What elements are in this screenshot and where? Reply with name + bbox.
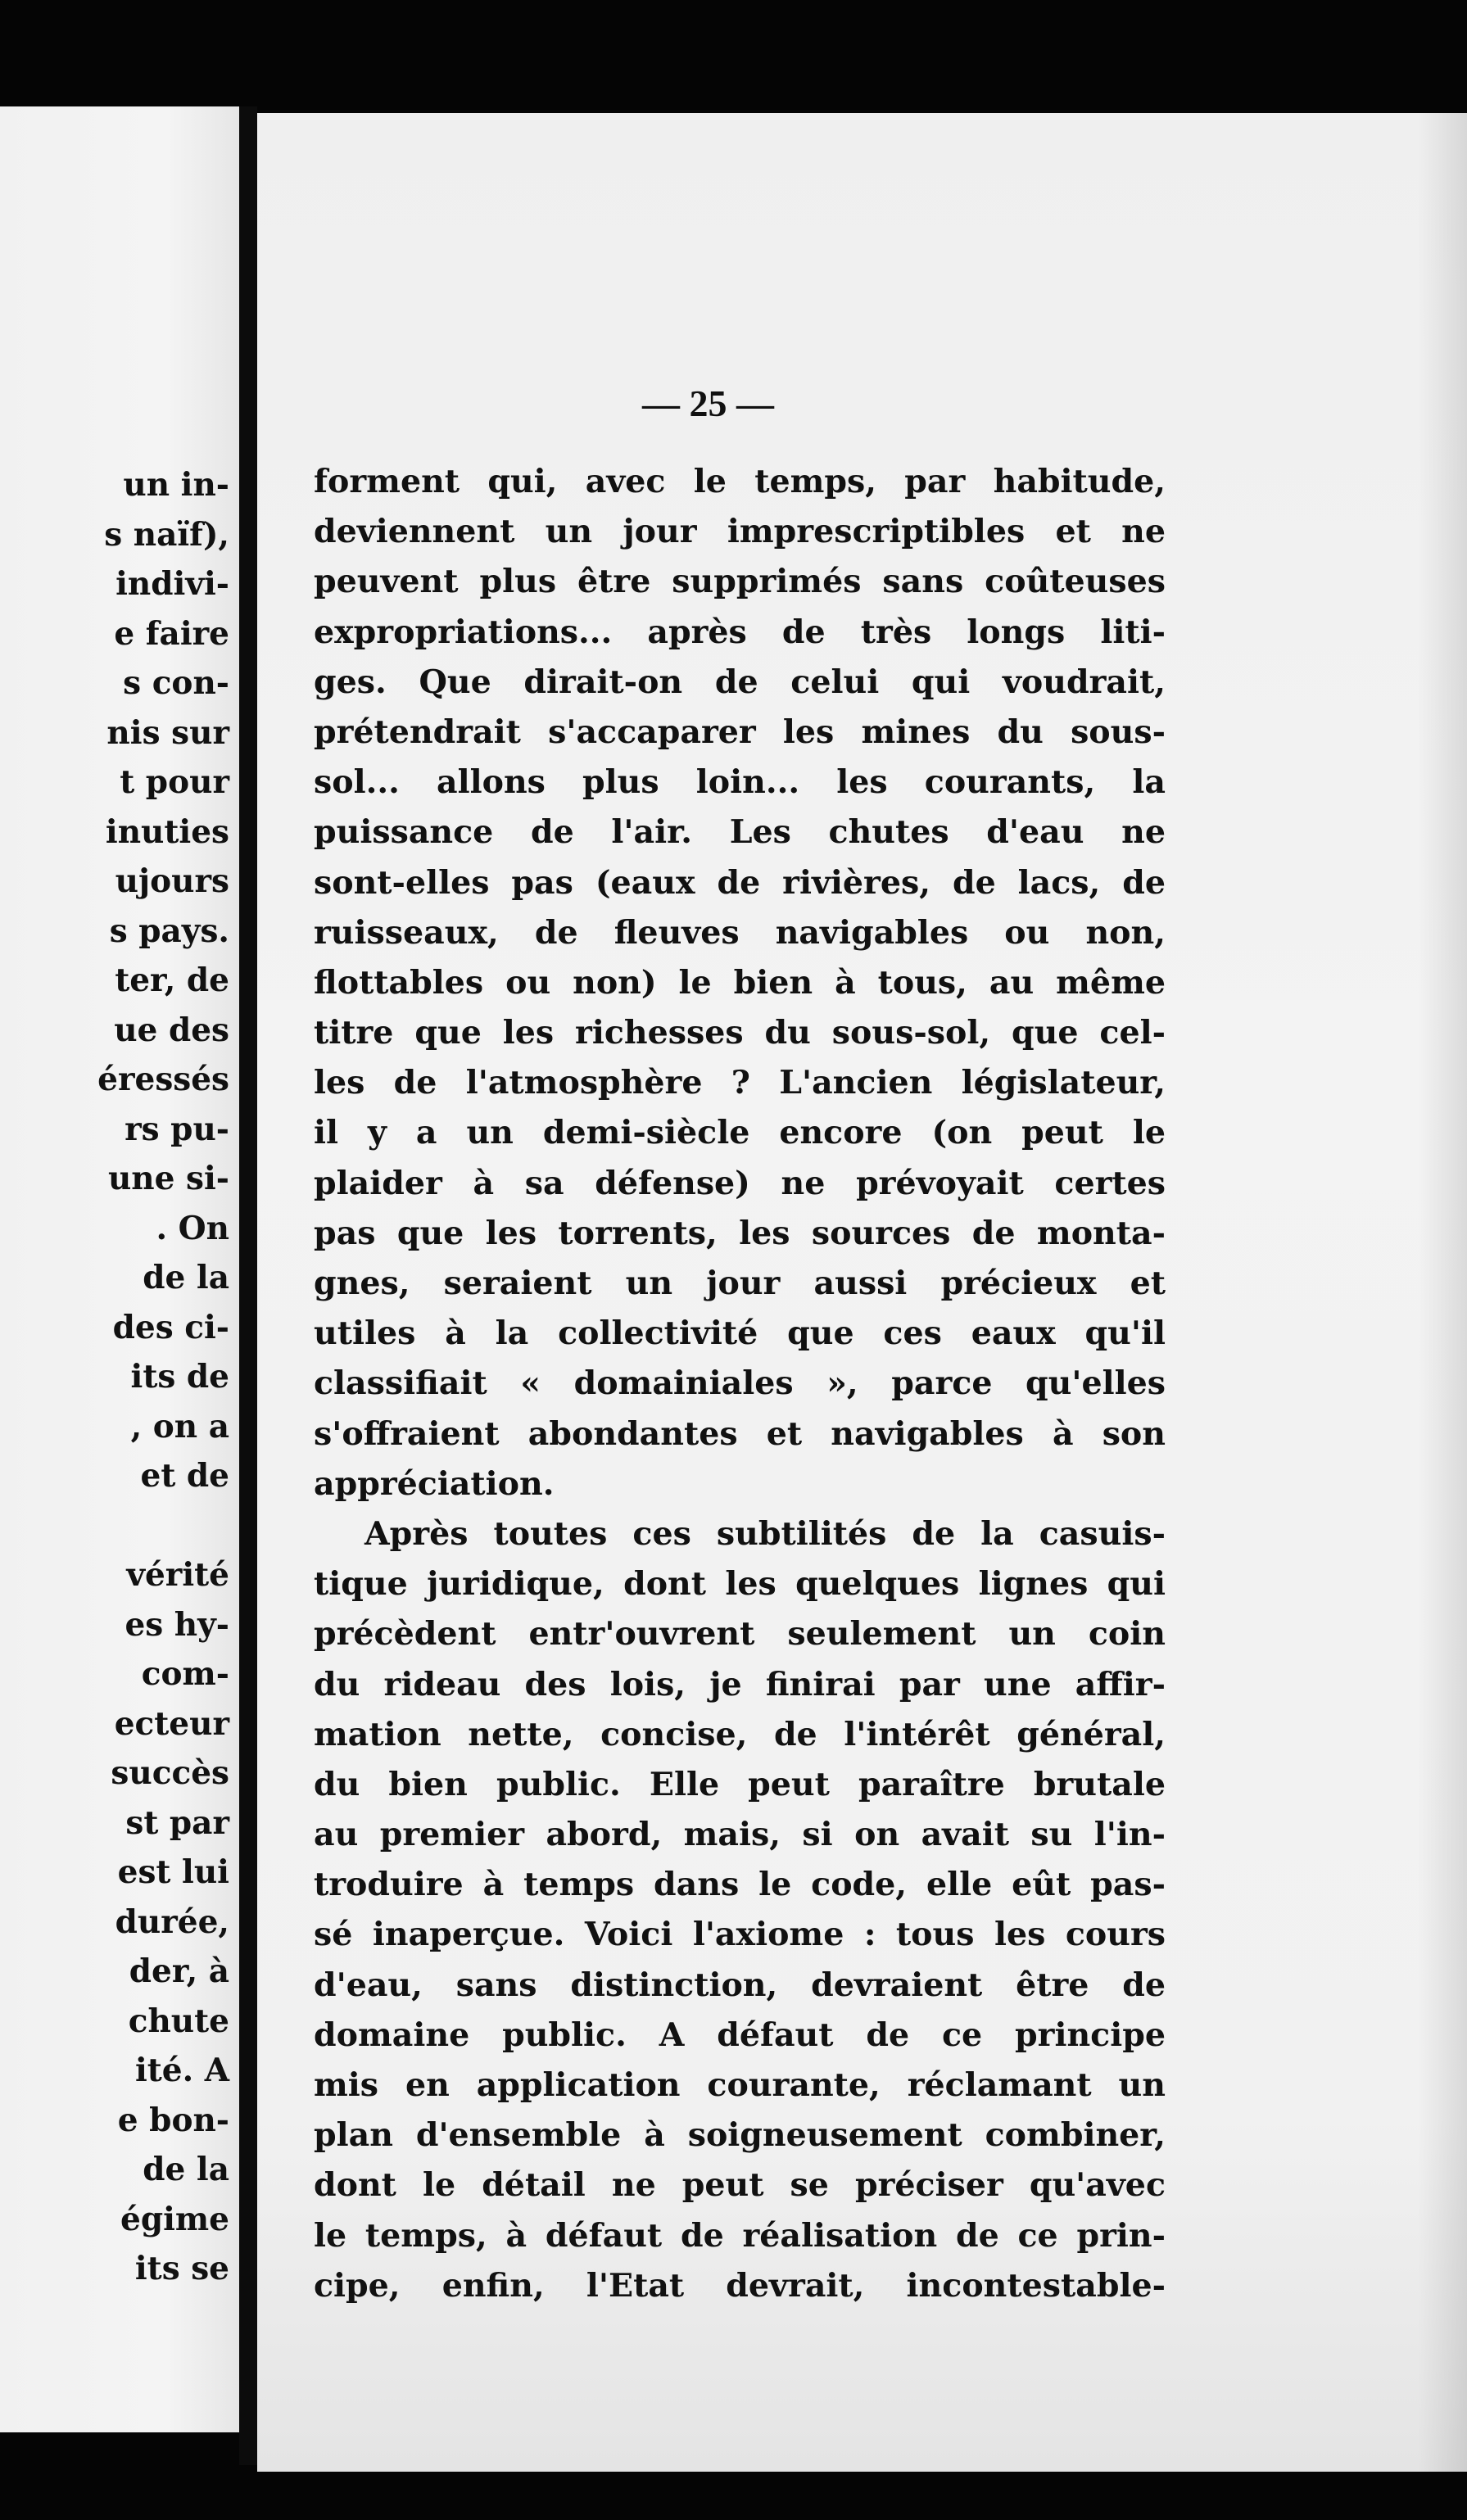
- text-line: mis en application courante, réclamant un: [314, 2066, 1166, 2104]
- left-line: ue des: [114, 1011, 229, 1049]
- text-line: tique juridique, dont les quelques lignes qui: [314, 1565, 1166, 1604]
- left-line: est lui: [117, 1853, 229, 1891]
- left-line: [0, 1501, 229, 1551]
- left-line: st par: [125, 1803, 229, 1842]
- left-line: com-: [141, 1655, 229, 1693]
- text-line: gnes, seraient un jour aussi précieux et: [314, 1265, 1166, 1302]
- left-line: et de: [140, 1457, 229, 1495]
- text-line: classifiait « domainiales », parce qu'elles: [314, 1364, 1166, 1403]
- text-line: prétendrait s'accaparer les mines du sous-: [314, 713, 1166, 751]
- text-line: les de l'atmosphère ? L'ancien législateur,: [314, 1064, 1166, 1102]
- left-line: nis sur: [106, 713, 229, 752]
- left-line: der, à: [129, 1952, 229, 1990]
- text-line: puissance de l'air. Les chutes d'eau ne: [314, 813, 1166, 852]
- left-line: des ci-: [112, 1308, 229, 1346]
- left-line: s pays.: [109, 912, 229, 950]
- text-line: cipe, enfin, l'Etat devrait, incontestable-: [314, 2266, 1166, 2305]
- text-line: troduire à temps dans le code, elle eût pas-: [314, 1866, 1166, 1904]
- text-line: sé inaperçue. Voici l'axiome : tous les cours: [314, 1916, 1166, 1954]
- left-page: [0, 106, 239, 2432]
- text-line: plaider à sa défense) ne prévoyait certes: [314, 1164, 1166, 1202]
- text-line: du rideau des lois, je finirai par une affir-: [314, 1665, 1166, 1703]
- left-line: éressés: [97, 1061, 229, 1098]
- left-line: e faire: [114, 614, 229, 653]
- text-line: au premier abord, mais, si on avait su l'in-: [314, 1816, 1166, 1854]
- text-line: utiles à la collectivité que ces eaux qu'il: [314, 1314, 1166, 1353]
- text-line: ges. Que dirait-on de celui qui voudrait,: [314, 663, 1166, 701]
- paragraph-end-line: appréciation.: [314, 1464, 555, 1503]
- text-line: d'eau, sans distinction, devraient être de: [314, 1966, 1166, 2004]
- text-line: du bien public. Elle peut paraître brutale: [314, 1765, 1166, 1803]
- text-line: sont-elles pas (eaux de rivières, de lacs, de: [314, 863, 1166, 902]
- text-line: mation nette, concise, de l'intérêt général,: [314, 1715, 1166, 1753]
- left-line: , on a: [130, 1407, 229, 1445]
- left-line: une si-: [107, 1160, 229, 1197]
- book-spine: [239, 106, 257, 2465]
- left-line: its se: [134, 2250, 229, 2287]
- left-line: de la: [143, 2151, 229, 2188]
- paragraph-first-line: Après toutes ces subtilités de la casuis-: [364, 1514, 1166, 1553]
- left-line: vérité: [126, 1556, 229, 1594]
- left-line: s naïf),: [104, 515, 229, 554]
- left-line: succès: [111, 1754, 229, 1792]
- text-line: deviennent un jour imprescriptibles et ne: [314, 513, 1166, 551]
- left-line: . On: [156, 1209, 229, 1247]
- text-line: pas que les torrents, les sources de monta-: [314, 1214, 1166, 1252]
- left-line: durée,: [115, 1902, 229, 1941]
- left-line: de la: [143, 1259, 229, 1296]
- left-line: ter, de: [115, 961, 229, 999]
- left-line: t pour: [120, 763, 229, 801]
- left-line: e bon-: [117, 2101, 229, 2139]
- text-line: expropriations... après de très longs liti-: [314, 613, 1166, 651]
- text-line: sol... allons plus loin... les courants, la: [314, 763, 1166, 802]
- text-line: titre que les richesses du sous-sol, que cel-: [314, 1014, 1166, 1052]
- left-line: es hy-: [125, 1605, 229, 1644]
- text-line: forment qui, avec le temps, par habitude,: [314, 463, 1166, 500]
- text-line: s'offraient abondantes et navigables à son: [314, 1414, 1166, 1453]
- text-line: peuvent plus être supprimés sans coûteuses: [314, 563, 1166, 601]
- left-line: chute: [128, 2002, 229, 2040]
- left-line: its de: [130, 1358, 229, 1396]
- text-line: plan d'ensemble à soigneusement combiner,: [314, 2116, 1166, 2155]
- text-line: domaine public. A défaut de ce principe: [314, 2016, 1166, 2054]
- left-line: inuties: [105, 812, 229, 851]
- left-line: égime: [120, 2200, 229, 2238]
- text-line: précèdent entr'ouvrent seulement un coin: [314, 1615, 1166, 1654]
- left-line: ité. A: [134, 2052, 229, 2089]
- text-line: dont le détail ne peut se préciser qu'avec: [314, 2166, 1166, 2205]
- text-line: flottables ou non) le bien à tous, au même: [314, 963, 1166, 1002]
- text-line: le temps, à défaut de réalisation de ce prin-: [314, 2216, 1166, 2255]
- left-line: ecteur: [114, 1704, 229, 1743]
- body-text: [314, 457, 1166, 2311]
- text-line: ruisseaux, de fleuves navigables ou non,: [314, 913, 1166, 952]
- left-line: ujours: [115, 862, 229, 900]
- left-line: un in-: [123, 466, 229, 504]
- text-line: il y a un demi-siècle encore (on peut le: [314, 1114, 1166, 1152]
- left-page-text: [0, 460, 229, 2294]
- page-edge-shadow: [1418, 113, 1467, 2472]
- page-number: — 25 —: [642, 382, 774, 424]
- left-line: rs pu-: [125, 1110, 229, 1148]
- right-page: [257, 113, 1467, 2472]
- left-line: s con-: [123, 664, 229, 702]
- left-line: indivi-: [115, 565, 229, 603]
